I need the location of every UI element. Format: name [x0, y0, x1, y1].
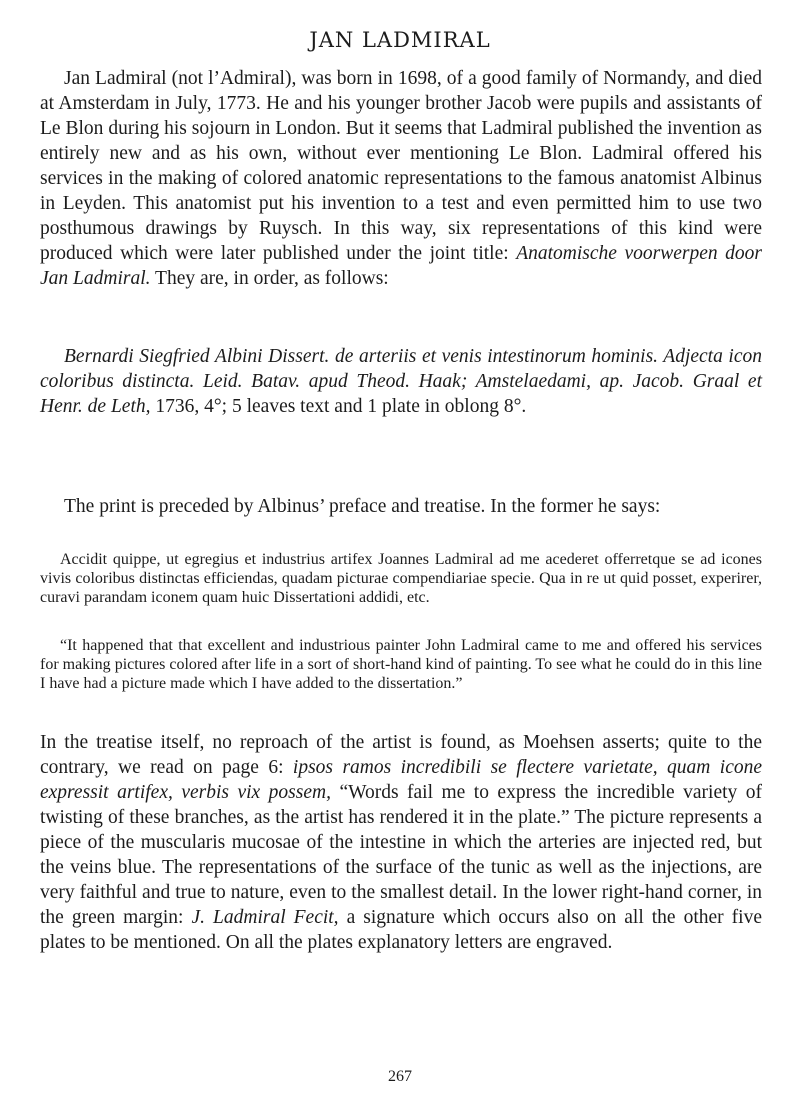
intro-text: Jan Ladmiral (not l’Admiral), was born in 1698, of a good family of Normandy, and died at Amsterdam in July, 1773. He and his younger brother Jacob were pupils and assistants of Le Blon during his sojourn in London. But it seems that Ladmiral published the invention as entirely new and as his own, without ever mentioning Le Blon. Ladmiral offered his services in the making of colored anatomic representations to the famous anatomist Albinus in Leyden. This anatomist put his invention to a test and even permitted him to use two posthumous drawings by Ruysch. In this way, six representations of this kind were produced which were later published under the joint title:: [40, 68, 762, 264]
treatise-mid: “Words fail me to express the incredible variety of twisting of these branches, as the artist has rendered it in the plate.” The picture represents a piece of the muscularis mucosae of the intestine in which the arteries are injected red, but the veins blue. The representations of the surface of the tunic as well as the injections, are very faithful and true to nature, even to the smallest detail. In the lower right-hand corner, in the green margin:: [40, 782, 762, 928]
treatise-tail: a signature which occurs also on all the other five plates to be mentioned. On all the plates explanatory letters are engraved.: [40, 907, 762, 953]
page-number: 267: [388, 1068, 412, 1085]
english-translation-quote: “It happened that that excellent and industrious painter John Ladmiral came to me and offered his services for making pictures colored after life in a sort of short-hand kind of painting. To see what he could do in this line I have had a picture made which I have added to the dissertation.”: [40, 637, 762, 692]
citation-italic: Bernardi Siegfried Albini Dissert. de arteriis et venis intestinorum hominis. Adjecta icon coloribus distincta. Leid. Batav. apud Theod. Haak; Amstelaedami, ap. Jacob. Graal et Henr. de Leth,: [40, 346, 762, 417]
paragraph-preface: The print is preceded by Albinus’ preface and treatise. In the former he says:: [64, 496, 661, 517]
intro-tail: They are, in order, as follows:: [150, 268, 389, 289]
treatise-italic-quote: ipsos ramos incredibili se flectere varietate, quam icone expressit artifex, verbis vix possem,: [40, 757, 763, 803]
latin-quote: Accidit quippe, ut egregius et industrius artifex Joannes Ladmiral ad me acederet offerretque se ad icones vivis coloribus distinctas efficiendas, quadam picturae compendiariae specie. Qua in re ut quid posset, experirer, curavi parandam iconem quam huic Dissertationi addidi, etc.: [40, 551, 762, 606]
paragraph-citation: [40, 344, 762, 419]
treatise-text: In the treatise itself, no reproach of the artist is found, as Moehsen asserts; quite to the contrary, we read on page 6:: [40, 732, 762, 778]
paragraph-treatise: [40, 730, 762, 955]
page-title: JAN LADMIRAL: [309, 28, 491, 52]
intro-italic-title: Anatomische voorwerpen door Jan Ladmiral.: [40, 243, 763, 289]
paragraph-intro: [40, 66, 762, 291]
treatise-signature: J. Ladmiral Fecit,: [191, 907, 339, 928]
citation-tail: 1736, 4°; 5 leaves text and 1 plate in oblong 8°.: [150, 396, 527, 417]
